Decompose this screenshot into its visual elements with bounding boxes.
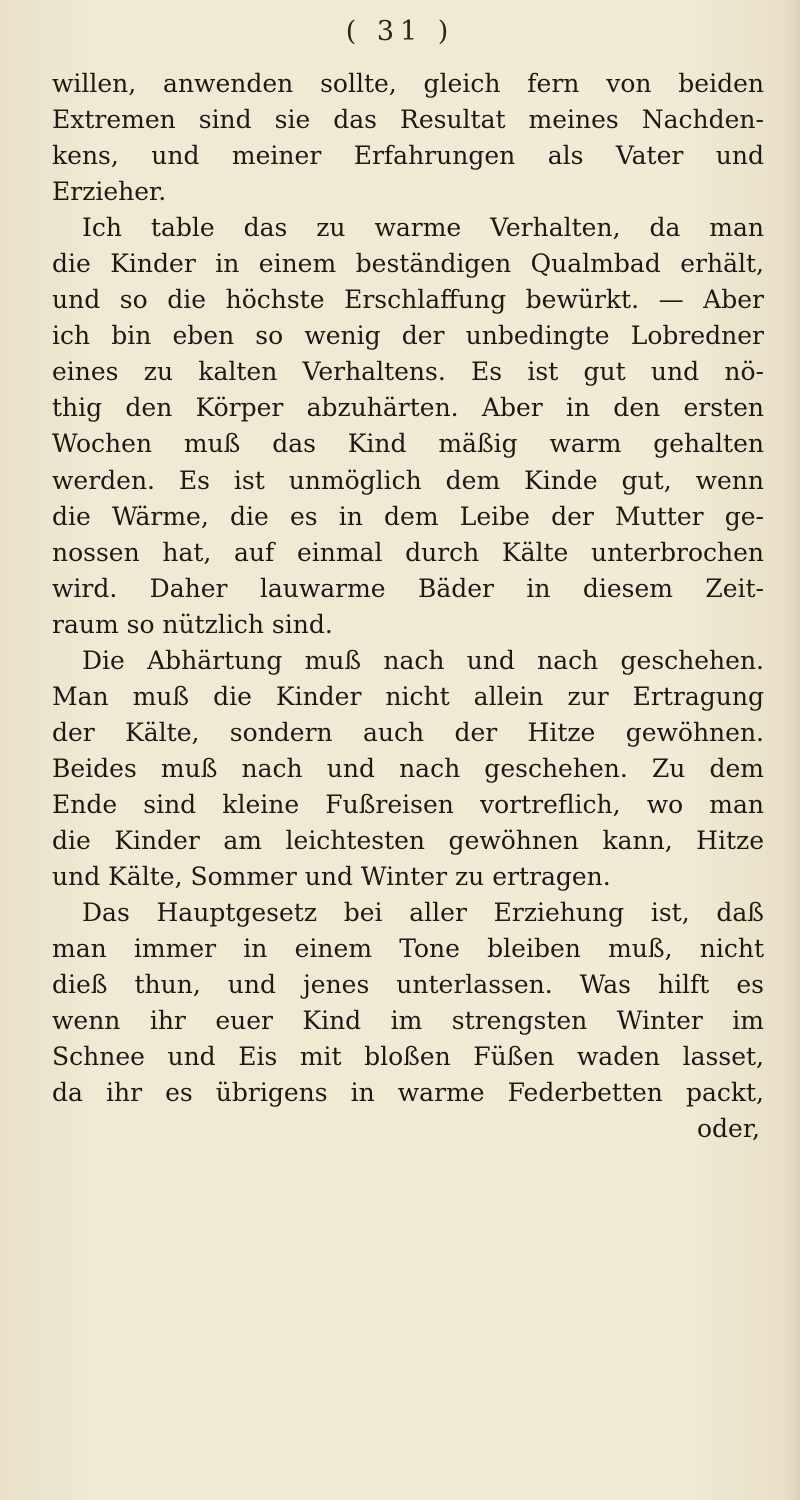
text-line: Wochen muß das Kind mäßig warm gehalten xyxy=(52,429,764,459)
text-line: kens, und meiner Erfahrungen als Vater und xyxy=(52,141,764,171)
text-line: Die Abhärtung muß nach und nach geschehen. xyxy=(82,645,764,675)
text-line: Erzieher. xyxy=(52,177,167,207)
text-line: ich bin eben so wenig der unbedingte Lobredner xyxy=(52,321,764,351)
page-edge-shadow xyxy=(786,0,800,1500)
text-line: Das Hauptgesetz bei aller Erziehung ist, daß xyxy=(82,898,764,928)
text-line: Schnee und Eis mit bloßen Füßen waden lasset, xyxy=(52,1042,764,1072)
catchword: oder, xyxy=(696,1114,760,1144)
text-line: werden. Es ist unmöglich dem Kinde gut, wenn xyxy=(52,465,764,495)
text-line: die Kinder in einem beständigen Qualmbad erhält, xyxy=(52,249,764,279)
text-line: thig den Körper abzuhärten. Aber in den ersten xyxy=(52,393,764,423)
text-line: man immer in einem Tone bleiben muß, nicht xyxy=(52,934,764,964)
body-text xyxy=(52,66,764,1147)
text-line: der Kälte, sondern auch der Hitze gewöhnen. xyxy=(52,717,764,747)
text-line: Man muß die Kinder nicht allein zur Ertragung xyxy=(52,681,764,711)
text-line: eines zu kalten Verhaltens. Es ist gut und nö- xyxy=(52,357,764,387)
text-line: wird. Daher lauwarme Bäder in diesem Zeit- xyxy=(52,573,764,603)
text-line: Ich table das zu warme Verhalten, da man xyxy=(82,213,764,243)
text-line: wenn ihr euer Kind im strengsten Winter im xyxy=(52,1006,764,1036)
text-line: Beides muß nach und nach geschehen. Zu dem xyxy=(52,753,764,783)
text-line: willen, anwenden sollte, gleich fern von beiden xyxy=(52,69,764,98)
text-line: die Kinder am leichtesten gewöhnen kann, Hitze xyxy=(52,825,764,855)
text-line: und Kälte, Sommer und Winter zu ertragen. xyxy=(52,862,611,892)
page-number: ( 31 ) xyxy=(345,16,455,47)
text-line: die Wärme, die es in dem Leibe der Mutter ge- xyxy=(52,501,764,531)
text-line: raum so nützlich sind. xyxy=(52,609,333,639)
text-line: Ende sind kleine Fußreisen vortreflich, wo man xyxy=(52,789,764,819)
text-line: da ihr es übrigens in warme Federbetten packt, xyxy=(52,1078,764,1108)
text-line: und so die höchste Erschlaffung bewürkt. — Aber xyxy=(52,285,764,315)
text-line: dieß thun, und jenes unterlassen. Was hilft es xyxy=(52,970,764,1000)
text-line: nossen hat, auf einmal durch Kälte unterbrochen xyxy=(52,537,764,567)
text-line: Extremen sind sie das Resultat meines Nachden- xyxy=(52,105,764,135)
